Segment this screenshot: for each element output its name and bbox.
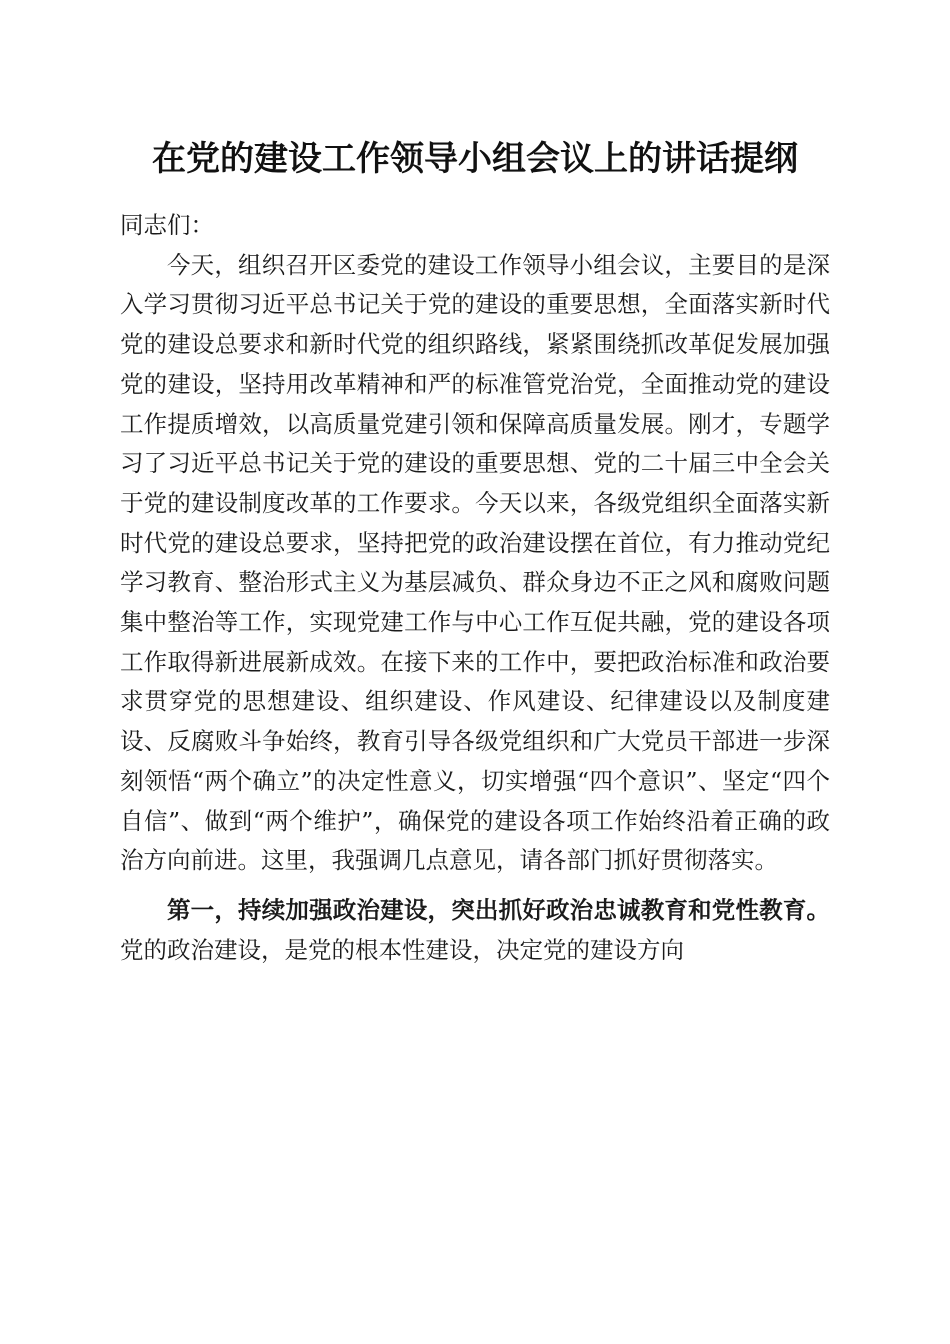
- paragraph: [120, 246, 830, 881]
- paragraph-lead: 第一，持续加强政治建设，突出抓好政治忠诚教育和党性教育。: [167, 895, 830, 924]
- paragraph-text: 今天，组织召开区委党的建设工作领导小组会议，主要目的是深入学习贯彻习近平总书记关于党的建设的重要思想，全面落实新时代党的建设总要求和新时代党的组织路线，紧紧围绕抓改革促发展加强党的建设，坚持用改革精神和严的标准管党治党，全面推动党的建设工作提质增效，以高质量党建引领和保障高质量发展。刚才，专题学习了习近平总书记关于党的建设的重要思想、党的二十届三中全会关于党的建设制度改革的工作要求。今天以来，各级党组织全面落实新时代党的建设总要求，坚持把党的政治建设摆在首位，有力推动党纪学习教育、整治形式主义为基层减负、群众身边不正之风和腐败问题集中整治等工作，实现党建工作与中心工作互促共融，党的建设各项工作取得新进展新成效。在接下来的工作中，要把政治标准和政治要求贯穿党的思想建设、组织建设、作风建设、纪律建设以及制度建设、反腐败斗争始终，教育引导各级党组织和广大党员干部进一步深刻领悟“两个确立”的决定性意义，切实增强“四个意识”、坚定“四个自信”、做到“两个维护”，确保党的建设各项工作始终沿着正确的政治方向前进。这里，我强调几点意见，请各部门抓好贯彻落实。: [120, 250, 830, 875]
- document-title: 在党的建设工作领导小组会议上的讲话提纲: [152, 139, 798, 179]
- document-body: [120, 206, 830, 970]
- salutation: 同志们：: [120, 211, 214, 239]
- paragraph: [120, 891, 830, 970]
- paragraph-text: 党的政治建设，是党的根本性建设，决定党的建设方向: [120, 935, 684, 964]
